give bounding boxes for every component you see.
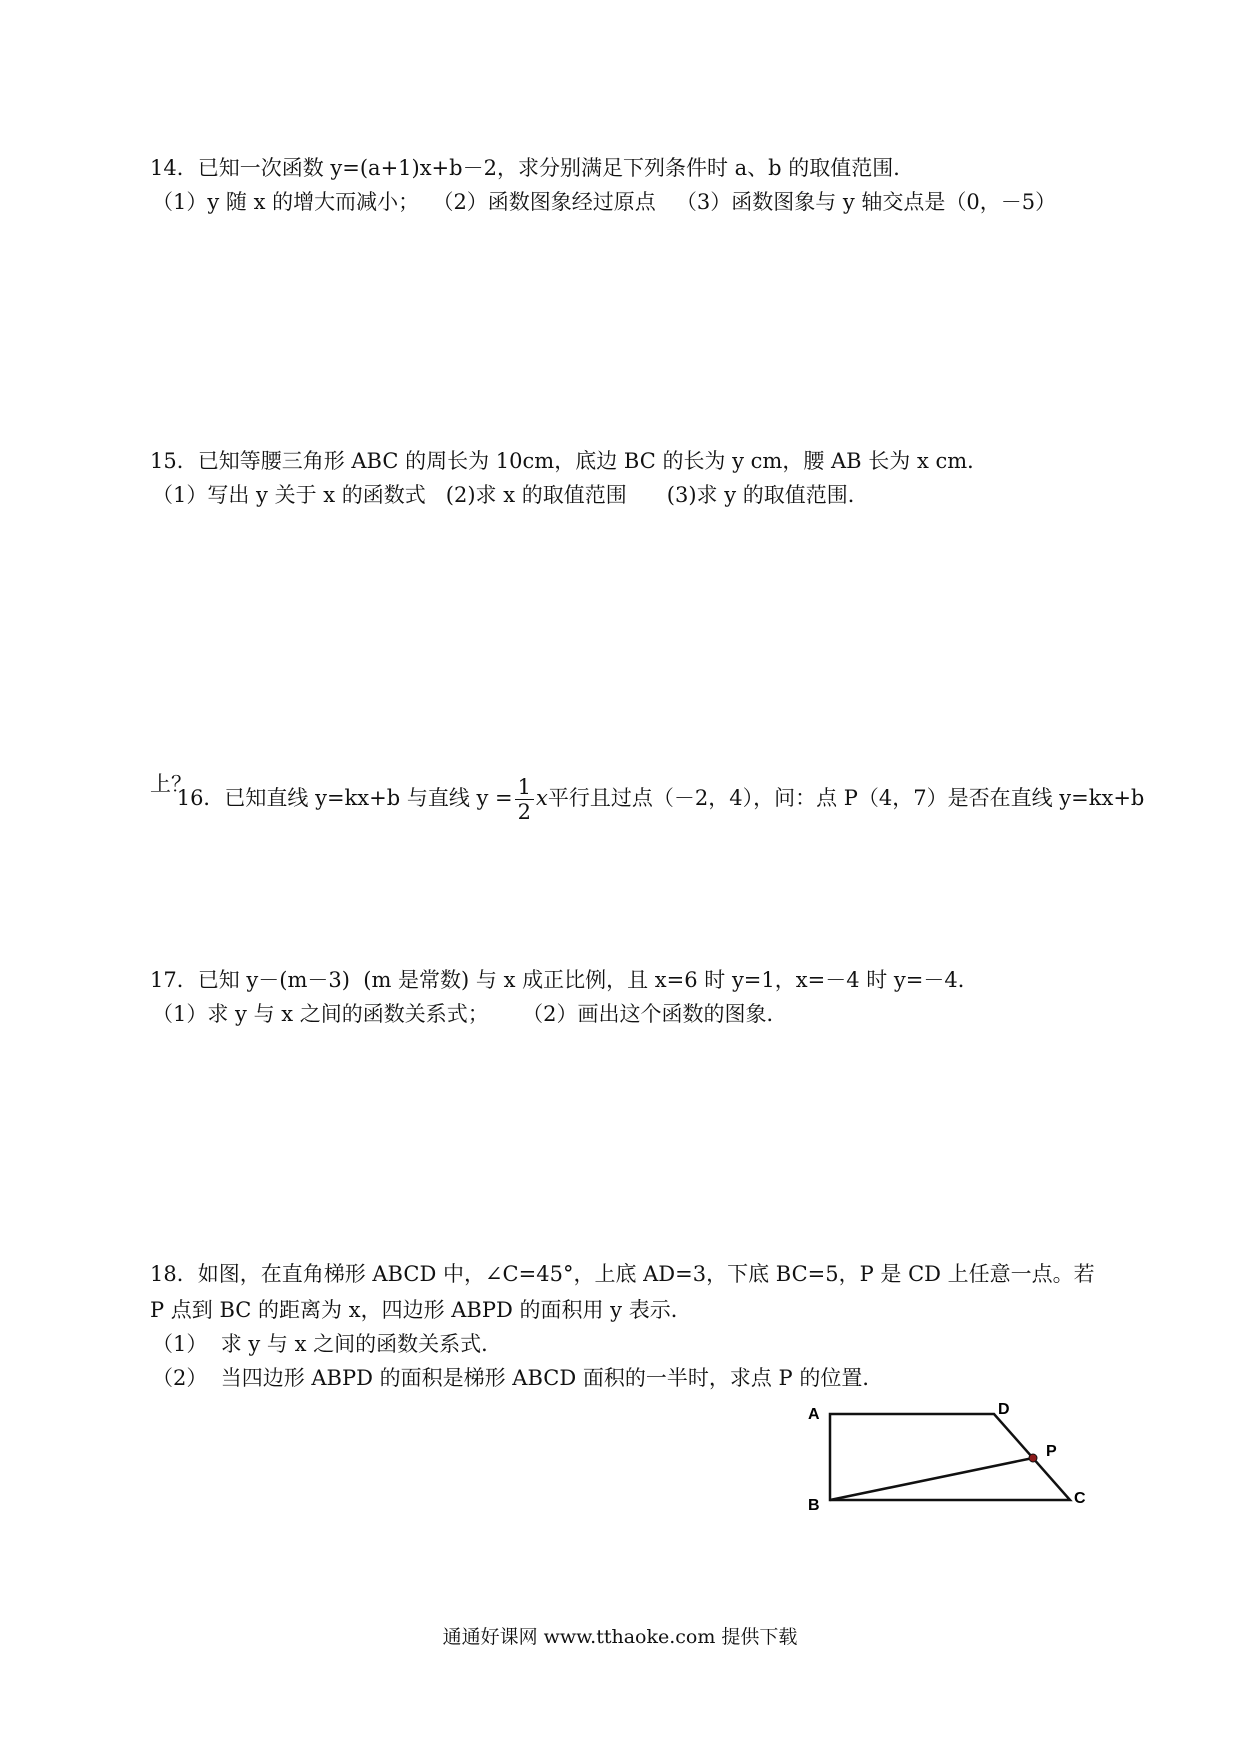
fraction-numerator: 1 — [515, 775, 534, 800]
q17-line2: （1）求 y 与 x 之间的函数关系式； （2）画出这个函数的图象． — [152, 1002, 788, 1026]
q16-text-after: 平行且过点（－2，4），问：点 P（4，7）是否在直线 y=kx+b — [547, 786, 1145, 810]
label-c: C — [1074, 1490, 1086, 1507]
q15-line2: （1）写出 y 关于 x 的函数式 (2)求 x 的取值范围 (3)求 y 的取值范围． — [152, 483, 869, 507]
q14-line1: 14．已知一次函数 y=(a+1)x+b－2，求分别满足下列条件时 a、b 的取值范围． — [150, 156, 915, 180]
q14-line2: （1）y 随 x 的增大而减小； （2）函数图象经过原点 （3）函数图象与 y 轴交点是（0，－5） — [152, 190, 1057, 214]
footer: 通通好课网 www.tthaoke.com 提供下载 — [442, 1626, 798, 1648]
q17-line1: 17．已知 y－(m－3) (m 是常数) 与 x 成正比例，且 x=6 时 y=1，x=－4 时 y=－4． — [150, 968, 979, 992]
segment-bp — [830, 1458, 1033, 1500]
q16-var-x: x — [536, 786, 548, 810]
q18-line3: （1） 求 y 与 x 之间的函数关系式． — [152, 1332, 503, 1356]
label-p: P — [1046, 1443, 1057, 1460]
label-b: B — [808, 1497, 820, 1514]
point-p — [1029, 1454, 1037, 1462]
q18-line2: P 点到 BC 的距离为 x，四边形 ABPD 的面积用 y 表示． — [150, 1298, 692, 1322]
q18-line1: 18．如图，在直角梯形 ABCD 中，∠C=45°，上底 AD=3，下底 BC=5，P 是 CD 上任意一点。若 — [150, 1262, 1095, 1286]
q16-line1 — [150, 708, 1144, 888]
q16-line2: 上？ — [150, 772, 192, 796]
q15-line1: 15．已知等腰三角形 ABC 的周长为 10cm，底边 BC 的长为 y cm，腰 AB 长为 x cm． — [150, 449, 989, 473]
q18-line4: （2） 当四边形 ABPD 的面积是梯形 ABCD 面积的一半时，求点 P 的位置． — [152, 1366, 884, 1390]
q16-text-before: 16．已知直线 y=kx+b 与直线 y = — [176, 786, 513, 810]
fraction-one-half — [515, 775, 534, 824]
trapezoid-figure — [800, 1400, 1110, 1540]
label-d: D — [998, 1401, 1010, 1418]
label-a: A — [808, 1406, 820, 1423]
fraction-denominator: 2 — [517, 800, 532, 824]
